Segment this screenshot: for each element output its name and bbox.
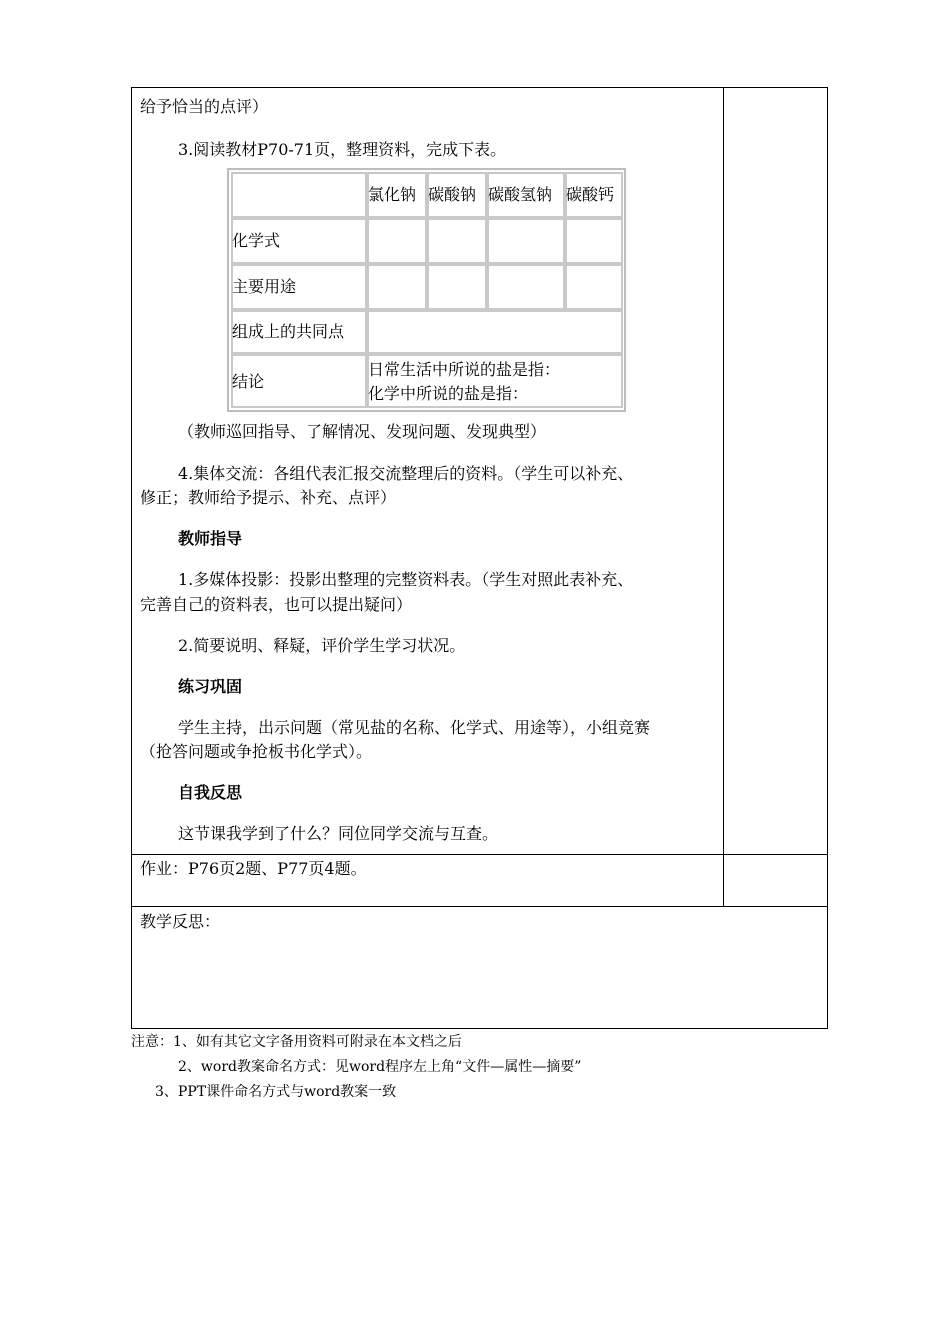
note-line-2: 2、word教案命名方式：见word程序左上角“文件—属性—摘要”	[178, 1059, 582, 1075]
row-label-conclusion: 结论	[232, 372, 265, 391]
row-divider-reflection	[131, 906, 828, 907]
table-cell	[427, 218, 487, 264]
text-line: 这节课我学到了什么？同位同学交流与互查。	[178, 824, 499, 843]
salt-table	[227, 168, 626, 412]
table-cell	[487, 218, 565, 264]
text-line: 完善自己的资料表，也可以提出疑问）	[140, 595, 413, 614]
text-line: 2.简要说明、释疑，评价学生学习状况。	[178, 636, 466, 655]
heading-self-reflection: 自我反思	[178, 783, 243, 802]
text-line: 1.多媒体投影：投影出整理的完整资料表。（学生对照此表补充、	[178, 570, 634, 589]
table-cell	[427, 264, 487, 310]
conclusion-daily: 日常生活中所说的盐是指：	[368, 360, 561, 379]
heading-practice: 练习巩固	[178, 677, 243, 696]
header-sodium-bicarbonate: 碳酸氢钠	[488, 185, 553, 204]
table-cell	[367, 218, 427, 264]
conclusion-chemistry: 化学中所说的盐是指：	[368, 384, 529, 403]
heading-teacher-guidance: 教师指导	[178, 529, 243, 548]
table-cell	[565, 264, 623, 310]
note-line-3: 3、PPT课件命名方式与word教案一致	[155, 1084, 397, 1100]
row-label-common: 组成上的共同点	[232, 322, 345, 341]
text-line: （抢答问题或争抢板书化学式）。	[140, 742, 373, 761]
note-line-1: 注意：1、如有其它文字备用资料可附录在本文档之后	[131, 1034, 462, 1050]
column-divider	[723, 87, 724, 907]
text-line: 给予恰当的点评）	[140, 97, 269, 116]
header-sodium-carbonate: 碳酸钠	[428, 185, 477, 204]
header-sodium-chloride: 氯化钠	[368, 185, 417, 204]
text-line: 4.集体交流：各组代表汇报交流整理后的资料。（学生可以补充、	[178, 464, 634, 483]
text-line: 学生主持，出示问题（常见盐的名称、化学式、用途等），小组竞赛	[178, 718, 651, 737]
text-line: （教师巡回指导、了解情况、发现问题、发现典型）	[178, 422, 547, 441]
row-label-formula: 化学式	[232, 231, 281, 250]
table-cell	[367, 264, 427, 310]
row-label-usage: 主要用途	[232, 277, 297, 296]
table-cell	[565, 218, 623, 264]
table-cell	[231, 172, 367, 218]
text-line: 3.阅读教材P70-71页，整理资料，完成下表。	[178, 140, 507, 159]
text-line: 修正；教师给予提示、补充、点评）	[140, 488, 397, 507]
homework-text: 作业：P76页2题、P77页4题。	[140, 859, 367, 878]
reflection-label: 教学反思：	[140, 912, 221, 931]
row-divider-homework	[131, 854, 828, 855]
table-cell	[367, 310, 623, 354]
table-cell	[487, 264, 565, 310]
header-calcium-carbonate: 碳酸钙	[566, 185, 615, 204]
